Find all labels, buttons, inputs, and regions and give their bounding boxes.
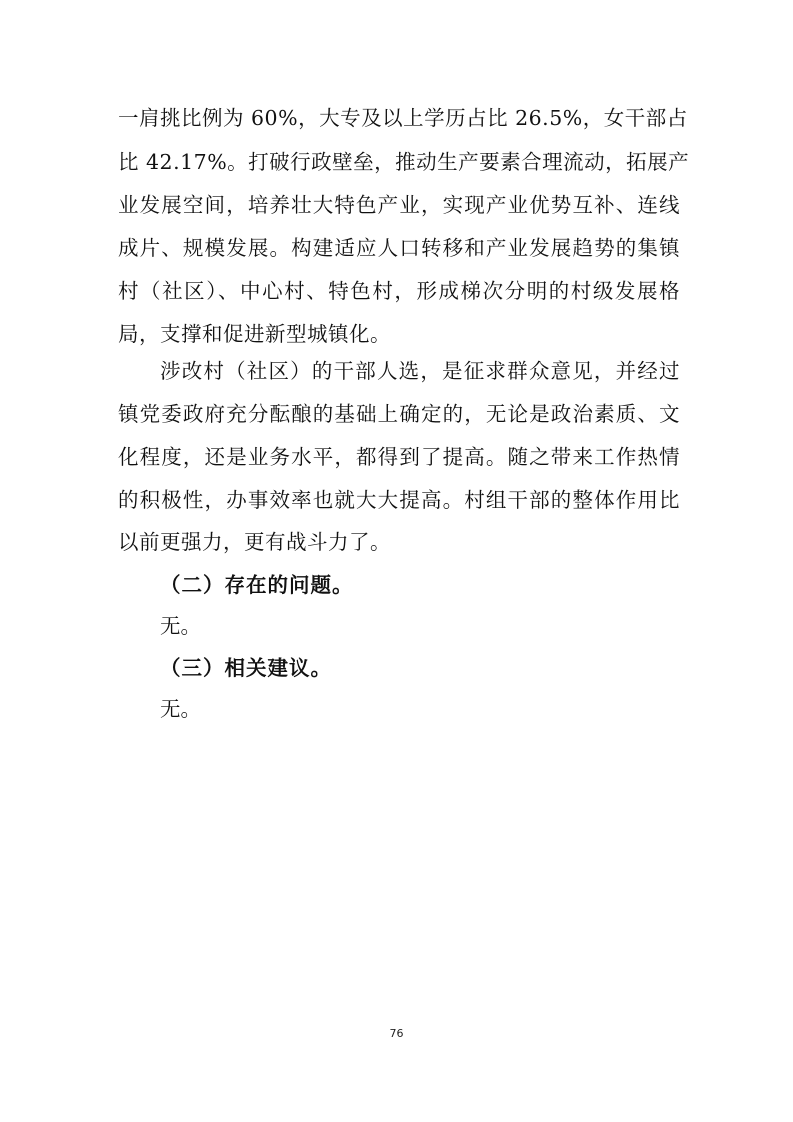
paragraph-1-line-2: 比 42.17%。打破行政壁垒，推动生产要素合理流动，拓展产 [118, 150, 690, 174]
section-3-heading: （三）相关建议。 [160, 656, 332, 680]
section-2-heading: （二）存在的问题。 [160, 573, 354, 597]
paragraph-2-line-1: 涉改村（社区）的干部人选，是征求群众意见，并经过 [160, 359, 680, 383]
section-2-body: 无。 [160, 614, 201, 638]
paragraph-1-line-3: 业发展空间，培养壮大特色产业，实现产业优势互补、连线 [118, 193, 680, 217]
section-3-body: 无。 [160, 697, 201, 721]
paragraph-1-line-4: 成片、规模发展。构建适应人口转移和产业发展趋势的集镇 [118, 236, 680, 260]
paragraph-2-line-4: 的积极性，办事效率也就大大提高。村组干部的整体作用比 [118, 488, 680, 512]
paragraph-2-line-5: 以前更强力，更有战斗力了。 [118, 530, 391, 554]
paragraph-2-line-2: 镇党委政府充分酝酿的基础上确定的，无论是政治素质、文 [118, 402, 680, 426]
paragraph-1-line-6: 局，支撑和促进新型城镇化。 [118, 322, 391, 346]
page-number: 76 [389, 1027, 404, 1040]
paragraph-1-line-5: 村（社区）、中心村、特色村，形成梯次分明的村级发展格 [118, 279, 680, 303]
paragraph-2-line-3: 化程度，还是业务水平，都得到了提高。随之带来工作热情 [118, 445, 680, 469]
paragraph-1-line-1: 一肩挑比例为 60%，大专及以上学历占比 26.5%，女干部占 [118, 106, 688, 130]
